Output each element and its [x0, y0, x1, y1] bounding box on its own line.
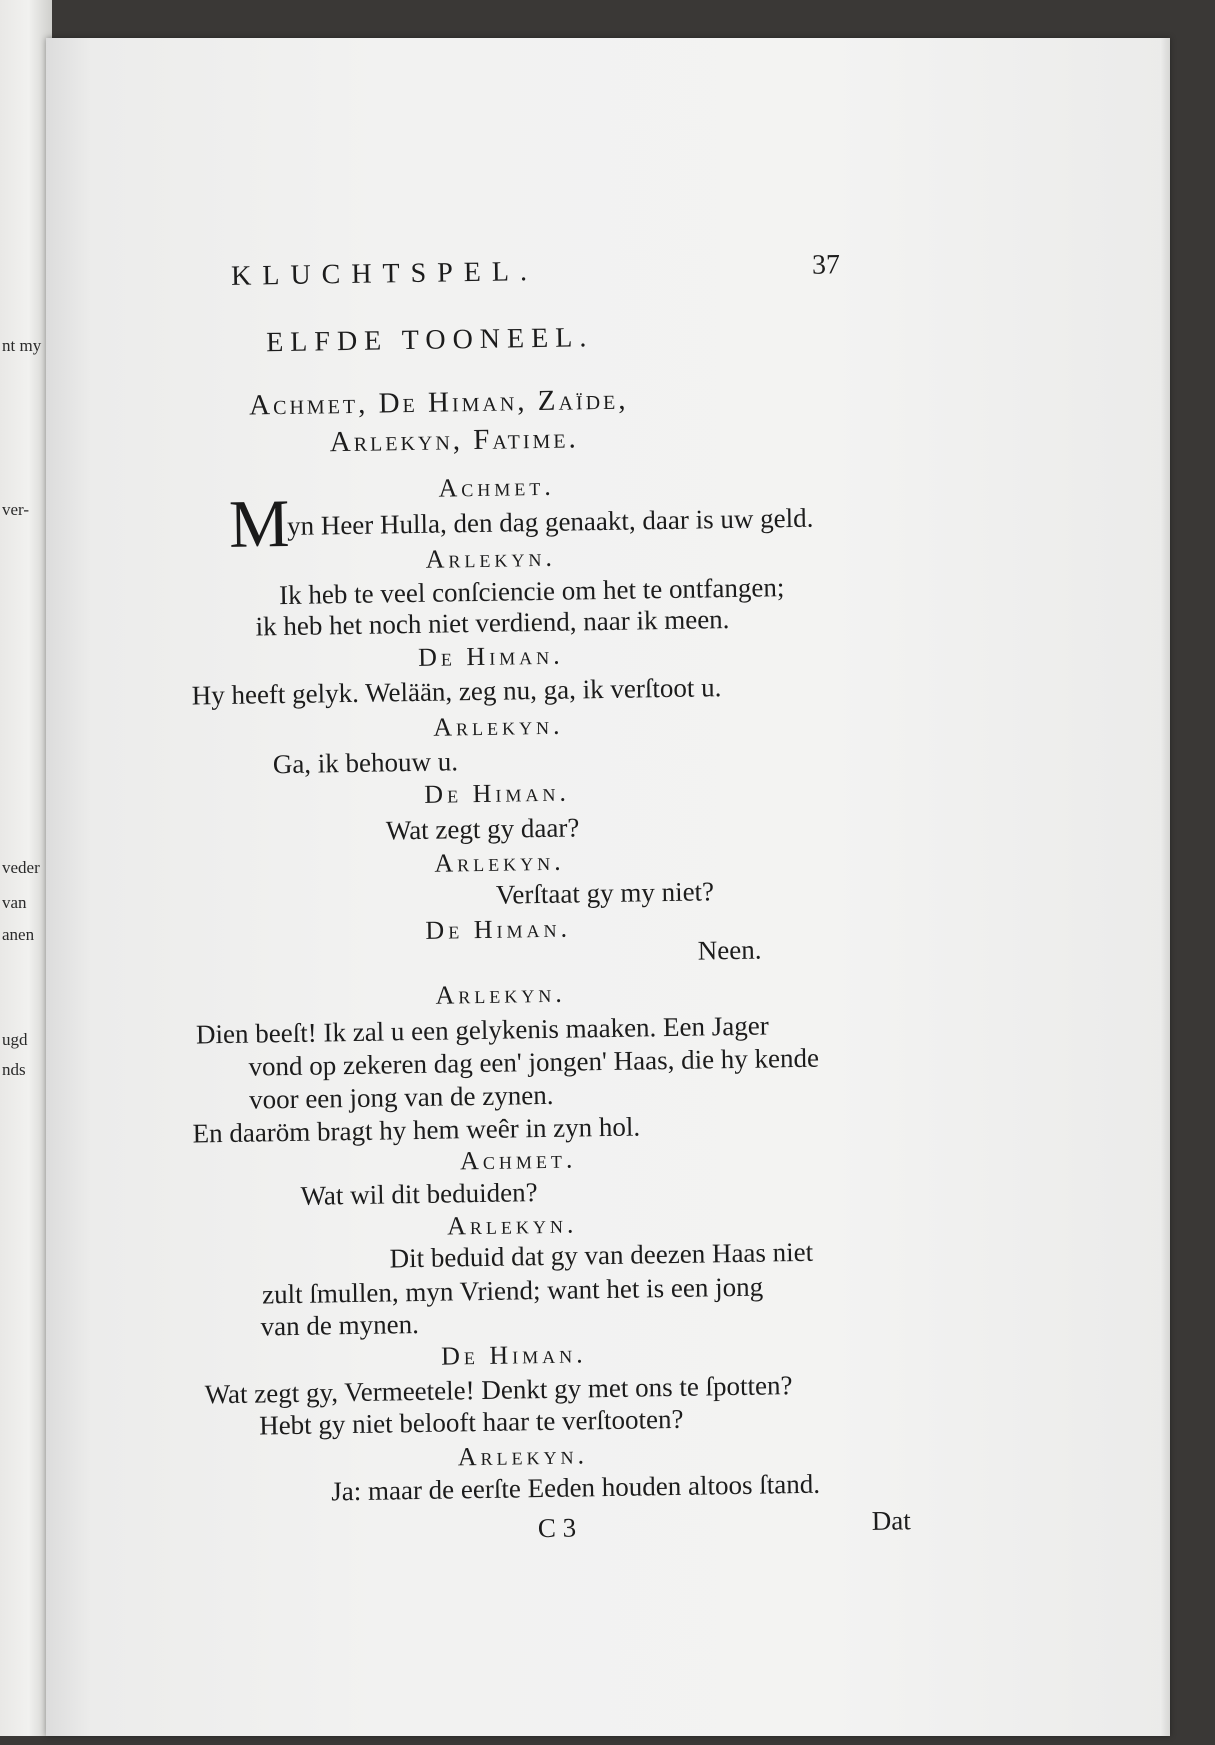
- verse-line: vond op zekeren dag een' jongen' Haas, die hy kende: [248, 1042, 820, 1082]
- speaker-name: Arlekyn.: [457, 1440, 589, 1472]
- cast-list: Achmet, De Himan, Zaïde,: [248, 383, 629, 422]
- running-title: KLUCHTSPEL.: [230, 256, 539, 292]
- left-page-fragment: ver-: [2, 500, 30, 519]
- verse-line: voor een jong van de zynen.: [248, 1079, 554, 1115]
- speaker-name: Arlekyn.: [435, 978, 566, 1010]
- verse-line: ik heb het noch niet verdiend, naar ik meen.: [255, 604, 730, 642]
- left-page-fragment: anen: [2, 925, 35, 944]
- verse-line: Ja: maar de eerſte Eeden houden altoos ſtand.: [330, 1468, 821, 1507]
- left-page-fragment: veder: [2, 858, 40, 877]
- speaker-name: De Himan.: [440, 1339, 587, 1371]
- left-page-fragment: van: [2, 893, 27, 912]
- cast-list: Arlekyn, Fatime.: [329, 422, 580, 459]
- signature-mark: C 3: [537, 1512, 577, 1544]
- verse-line: zult ſmullen, myn Vriend; want het is een jong: [261, 1271, 764, 1310]
- verse-line: yn Heer Hulla, den dag genaakt, daar is uw geld.: [286, 502, 814, 541]
- verse-line: Wat zegt gy daar?: [385, 812, 580, 846]
- verse-line: Dit beduid dat gy van deezen Haas niet: [389, 1236, 814, 1274]
- verse-line: En daaröm bragt hy hem weêr in zyn hol.: [192, 1111, 641, 1149]
- left-page-fragment: nds: [2, 1060, 26, 1079]
- verse-line: Wat wil dit beduiden?: [300, 1177, 538, 1211]
- speaker-name: De Himan.: [425, 913, 572, 945]
- speaker-name: Achmet.: [438, 471, 555, 503]
- verse-line: Wat zegt gy, Vermeetele! Denkt gy met ons te ſpotten?: [204, 1370, 793, 1410]
- book-page: [46, 38, 1170, 1736]
- verse-line: Verſtaat gy my niet?: [495, 876, 715, 910]
- verse-line: Neen.: [697, 934, 762, 966]
- speaker-name: De Himan.: [417, 640, 564, 672]
- speaker-name: Achmet.: [459, 1144, 577, 1176]
- page-number: 37: [811, 249, 841, 281]
- verse-line: van de mynen.: [260, 1309, 420, 1342]
- verse-line: Dien beeſt! Ik zal u een gelykenis maaken. Een Jager: [195, 1010, 769, 1050]
- speaker-name: Arlekyn.: [433, 710, 564, 742]
- verse-line: Ik heb te veel conſciencie om het te ontfangen;: [278, 572, 785, 611]
- drop-cap: M: [228, 484, 291, 562]
- scene-title: ELFDE TOONEEL.: [265, 322, 594, 359]
- speaker-name: De Himan.: [424, 777, 571, 809]
- page-text: [34, 29, 1185, 1744]
- left-page-fragment: nt my: [2, 336, 42, 355]
- verse-line: Hebt gy niet belooft haar te verſtooten?: [258, 1403, 684, 1441]
- speaker-name: Arlekyn.: [446, 1209, 578, 1241]
- speaker-name: Arlekyn.: [434, 846, 565, 878]
- verse-line: Ga, ik behouw u.: [272, 746, 459, 780]
- catchword: Dat: [871, 1505, 911, 1536]
- verse-line: Hy heeft gelyk. Welään, zeg nu, ga, ik verſtoot u.: [191, 672, 722, 711]
- speaker-name: Arlekyn.: [425, 542, 557, 574]
- left-page-fragment: ugd: [2, 1030, 28, 1049]
